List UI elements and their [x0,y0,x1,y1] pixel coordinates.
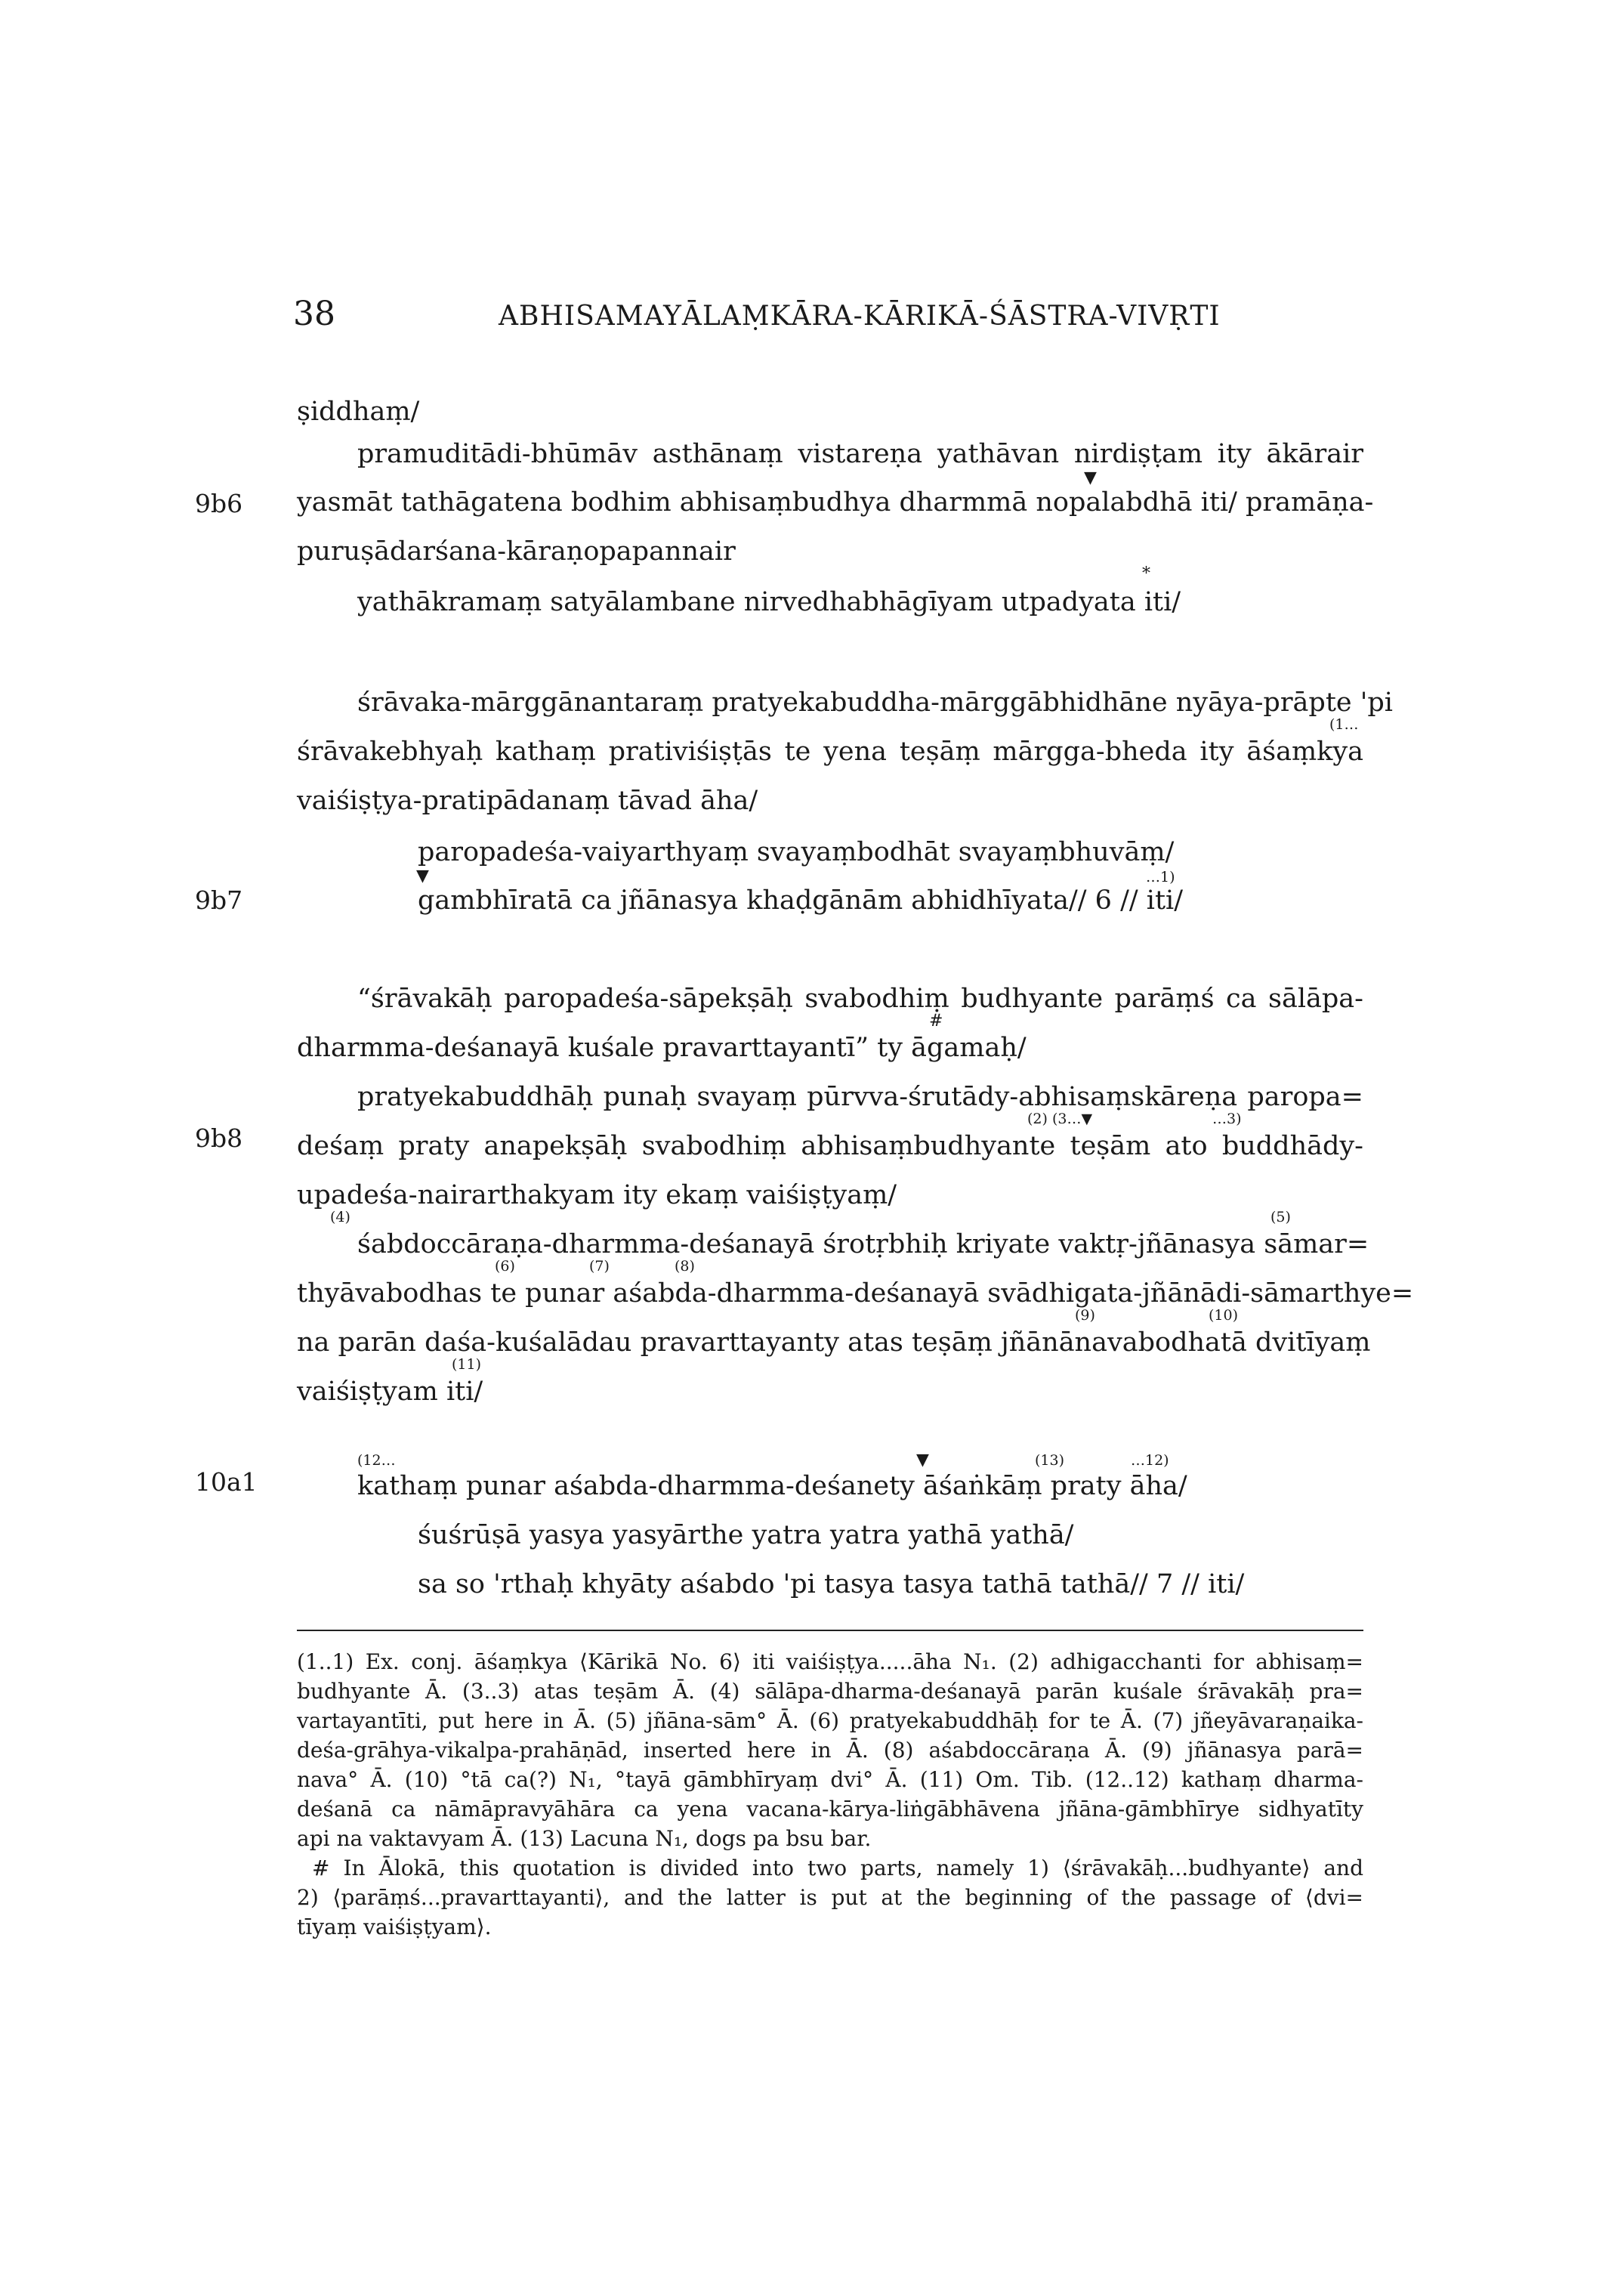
note-marker: (4) [330,1209,350,1225]
footnote-line: tīyaṃ vaiśiṣṭyam⟩. [297,1914,492,1939]
note-marker: (6) [495,1258,515,1275]
running-title: ABHISAMAYĀLAṂKĀRA-KĀRIKĀ-ŚĀSTRA-VIVṚTI [499,301,1221,332]
text-line: pramuditādi-bhūmāv asthānaṃ vistareṇa yathāvan nirdiṣṭam ity ākārair [357,439,1363,469]
verse-line: gambhīratā ca jñānasya khaḍgānām abhidhīyata// 6 // iti/ [418,885,1184,916]
verse-line: sa so 'rthaḥ khyāty aśabdo 'pi tasya tasya tathā tathā// 7 // iti/ [418,1569,1245,1599]
note-marker: (11) [452,1356,482,1373]
note-marker: (2) (3…▼ [1027,1111,1093,1127]
verse-line: paropadeśa-vaiyarthyaṃ svayaṃbodhāt svayaṃbhuvāṃ/ [418,837,1175,867]
text-line: vaiśiṣṭya-pratipādanaṃ tāvad āha/ [297,786,758,816]
text-line: śabdoccāraṇa-dharmma-deśanayā śrotṛbhiḥ kriyate vaktṛ-jñānasya sāmar= [357,1229,1369,1259]
note-marker: …1) [1146,869,1175,885]
footnote-line: api na vaktavyam Ā. (13) Lacuna N₁, dogs pa bsu bar. [297,1826,872,1851]
text-line: vaiśiṣṭyam iti/ [297,1377,483,1407]
note-marker: (8) [675,1258,695,1275]
text-line: thyāvabodhas te punar aśabda-dharmma-deśanayā svādhigata-jñānādi-sāmarthye= [297,1278,1414,1309]
note-marker: (13) [1035,1452,1065,1469]
note-marker: (12… [357,1452,396,1469]
note-marker: (9) [1075,1307,1095,1324]
footnote-line: (1..1) Ex. conj. āśaṃkya ⟨Kārikā No. 6⟩ iti vaiśiṣṭya.....āha N₁. (2) adhigacchanti for abhisaṃ= [297,1649,1363,1674]
footnote-line: vartayantīti, put here in Ā. (5) jñāna-sām° Ā. (6) pratyekabuddhāḥ for te Ā. (7) jñeyāvaraṇaika- [297,1708,1363,1733]
footnote-divider [297,1630,1363,1631]
note-marker: (1… [1329,716,1359,733]
hash-mark-icon: # [929,1012,943,1031]
asterisk-mark-icon: * [1142,564,1150,583]
footnote-line: budhyante Ā. (3..3) atas teṣām Ā. (4) sālāpa-dharma-deśanayā parān kuśale śrāvakāḥ pra= [297,1679,1363,1704]
margin-ref: 9b8 [195,1123,243,1153]
margin-ref: 10a1 [195,1467,258,1497]
page-number: 38 [293,295,335,333]
note-marker: (10) [1209,1307,1239,1324]
text-line: ṣiddhaṃ/ [297,397,420,427]
text-line: deśaṃ praty anapekṣāḥ svabodhiṃ abhisaṃbudhyante teṣām ato buddhādy- [297,1131,1363,1161]
footnote-line: nava° Ā. (10) °tā ca(?) N₁, °tayā gāmbhīryaṃ dvi° Ā. (11) Om. Tib. (12..12) kathaṃ dharma- [297,1767,1363,1792]
text-line: pratyekabuddhāḥ punaḥ svayaṃ pūrvva-śrutādy-abhisaṃskāreṇa paropa= [357,1082,1363,1112]
note-marker: …3) [1212,1111,1242,1127]
footnote-line: deśa-grāhya-vikalpa-prahāṇād, inserted here in Ā. (8) aśabdoccāraṇa Ā. (9) jñānasya parā= [297,1738,1363,1763]
verse-line: śuśrūṣā yasya yasyārthe yatra yatra yathā yathā/ [418,1520,1074,1550]
text-line: yasmāt tathāgatena bodhim abhisaṃbudhya dharmmā nopalabdhā iti/ pramāṇa- [297,487,1374,518]
text-line: śrāvakebhyaḥ kathaṃ prativiśiṣṭās te yena teṣāṃ mārgga-bheda ity āśaṃkya [297,737,1363,767]
text-line: puruṣādarśana-kāraṇopapannair [297,536,736,567]
note-marker: …12) [1131,1452,1169,1469]
triangle-mark-icon: ▼ [916,1451,929,1469]
footnote-line: 2) ⟨parāṃś...pravarttayanti⟩, and the latter is put at the beginning of the passage of ⟨dvi= [297,1885,1363,1910]
triangle-mark-icon: ▼ [416,867,429,885]
text-line: śrāvaka-mārggānantaraṃ pratyekabuddha-mārggābhidhāne nyāya-prāpte 'pi [357,688,1393,718]
note-marker: (5) [1270,1209,1291,1225]
margin-ref: 9b6 [195,489,243,518]
text-line: yathākramaṃ satyālambane nirvedhabhāgīyam utpadyata iti/ [357,587,1181,617]
text-line: “śrāvakāḥ paropadeśa-sāpekṣāḥ svabodhiṃ budhyante parāṃś ca sālāpa- [357,984,1363,1014]
margin-ref: 9b7 [195,885,243,915]
text-line: dharmma-deśanayā kuśale pravarttayantī” ty āgamaḥ/ [297,1033,1027,1063]
text-line: upadeśa-nairarthakyam ity ekaṃ vaiśiṣṭyaṃ/ [297,1180,897,1210]
note-marker: (7) [589,1258,610,1275]
text-line: na parān daśa-kuśalādau pravarttayanty atas teṣāṃ jñānānavabodhatā dvitīyaṃ [297,1327,1371,1358]
text-line: kathaṃ punar aśabda-dharmma-deśanety āśaṅkāṃ praty āha/ [357,1471,1187,1501]
triangle-mark-icon: ▼ [1084,468,1097,487]
footnote-line: deśanā ca nāmāpravyāhāra ca yena vacana-kārya-liṅgābhāvena jñāna-gāmbhīrye sidhyatīty [297,1797,1363,1822]
footnote-line: # In Ālokā, this quotation is divided into two parts, namely 1) ⟨śrāvakāḥ...budhyante⟩ and [312,1856,1363,1880]
